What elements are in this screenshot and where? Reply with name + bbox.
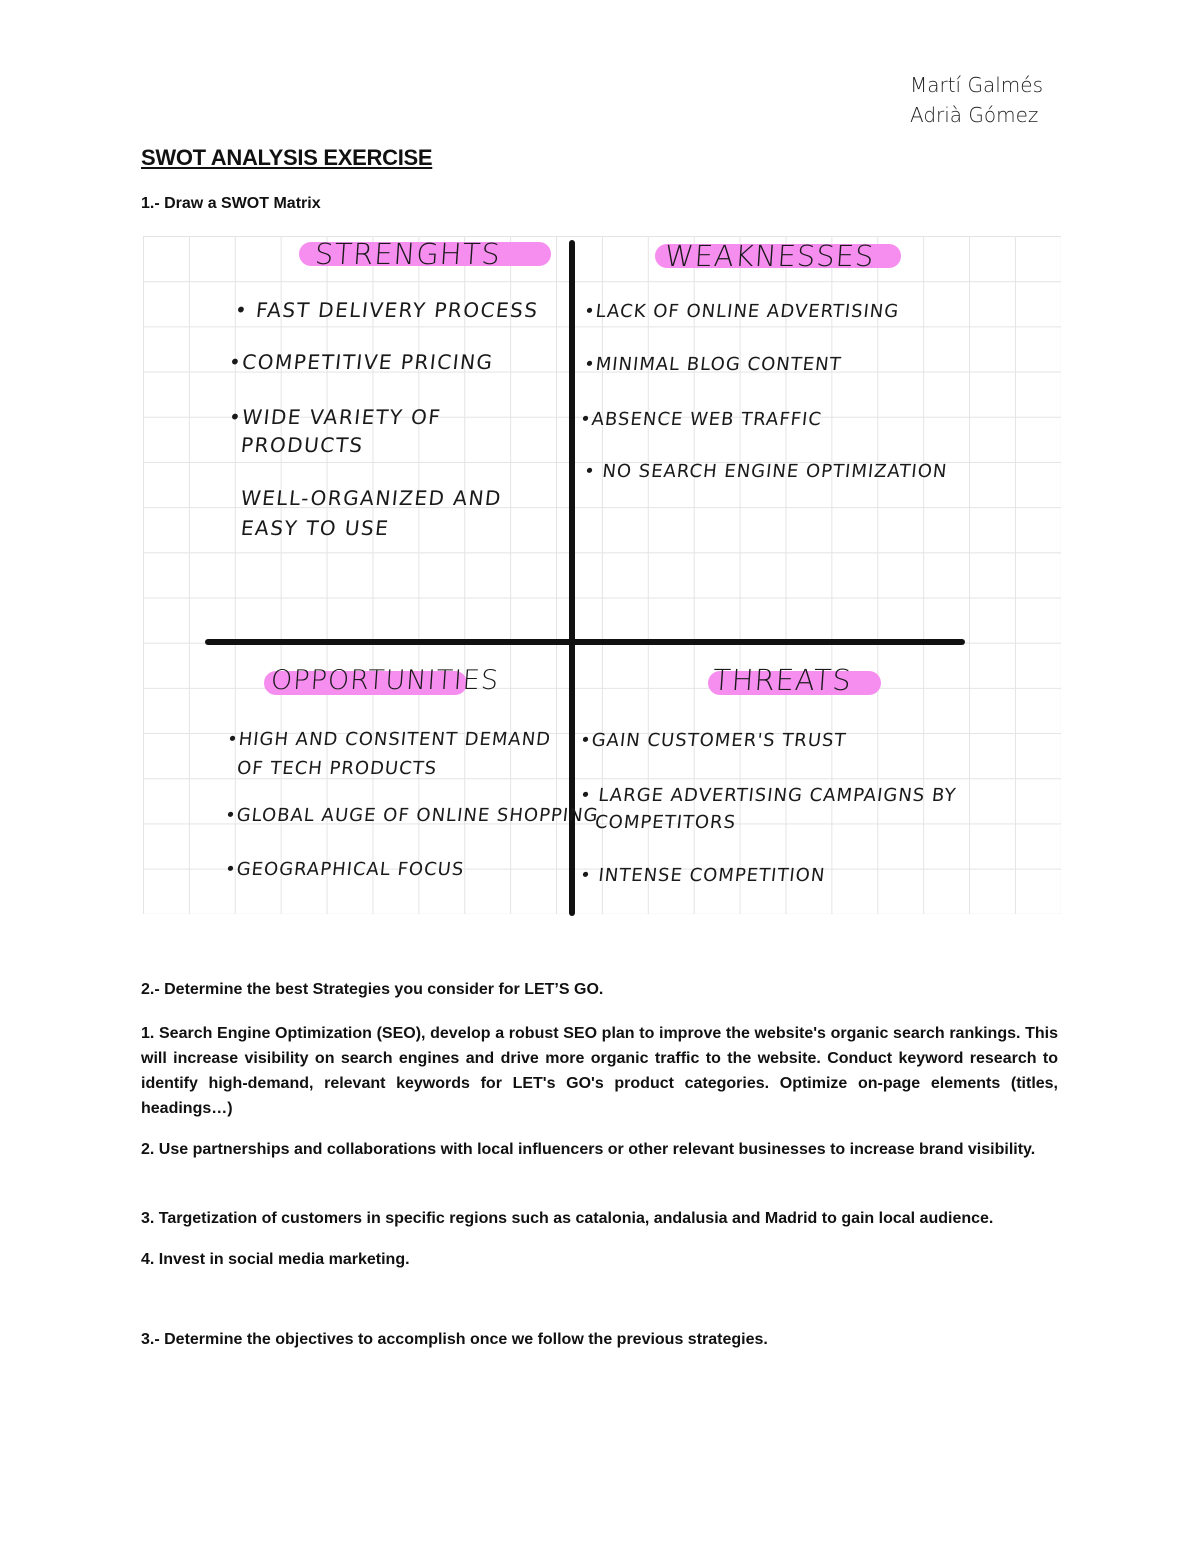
strength-item: PRODUCTS (239, 433, 365, 457)
threat-item: COMPETITORS (593, 812, 738, 833)
question-2: 2.- Determine the best Strategies you consider for LET’S GO. (141, 981, 604, 998)
question-3: 3.- Determine the objectives to accomplish once we follow the previous strategies. (141, 1331, 768, 1348)
authors-block (910, 70, 1043, 130)
strength-item: •WIDE VARIETY OF (227, 405, 443, 429)
strength-item: • FAST DELIVERY PROCESS (233, 298, 540, 322)
author-name: Adrià Gómez (909, 103, 1039, 127)
strength-item: •COMPETITIVE PRICING (227, 350, 495, 374)
opportunity-item: OF TECH PRODUCTS (235, 758, 439, 779)
question-1: 1.- Draw a SWOT Matrix (141, 195, 321, 212)
threat-item: •GAIN CUSTOMER'S TRUST (578, 730, 848, 751)
opportunity-item: •GEOGRAPHICAL FOCUS (223, 859, 466, 880)
threat-item: • INTENSE COMPETITION (578, 865, 827, 886)
opportunity-item: •GLOBAL AUGE OF ONLINE SHOPPING (223, 805, 600, 826)
weakness-item: •MINIMAL BLOG CONTENT (582, 354, 843, 375)
matrix-horizontal-axis (205, 639, 965, 645)
strategy-3: 3. Targetization of customers in specific regions such as catalonia, andalusia and Madrid to gain local audience. (141, 1210, 994, 1227)
strategy-4: 4. Invest in social media marketing. (141, 1251, 410, 1268)
strength-item: EASY TO USE (239, 516, 391, 540)
author-name: Martí Galmés (909, 73, 1043, 97)
weakness-item: •LACK OF ONLINE ADVERTISING (582, 301, 901, 322)
strength-item: WELL-ORGANIZED AND (239, 486, 504, 510)
strategy-1: 1. Search Engine Optimization (SEO), develop a robust SEO plan to improve the website's organic search rankings. This will increase visibility on search engines and drive more organic traffic to the website. Conduct keyword research to identify high-demand, relevant keywords for LET's GO's product categories. Optimize on-page elements (titles, headings…) (141, 1025, 1058, 1117)
opportunity-item: •HIGH AND CONSITENT DEMAND (225, 729, 553, 750)
document-title: SWOT ANALYSIS EXERCISE (141, 145, 433, 170)
weaknesses-heading: WEAKNESSES (663, 239, 876, 273)
weakness-item: • NO SEARCH ENGINE OPTIMIZATION (582, 461, 949, 482)
swot-matrix (143, 236, 1061, 914)
threats-heading: THREATS (711, 663, 853, 697)
opportunities-heading: OPPORTUNITIES (269, 665, 501, 696)
strategy-2: 2. Use partnerships and collaborations with local influencers or other relevant businesses to increase brand visibility. (141, 1141, 1036, 1158)
threat-item: • LARGE ADVERTISING CAMPAIGNS BY (578, 785, 958, 806)
strengths-heading: STRENGHTS (313, 237, 502, 271)
weakness-item: •ABSENCE WEB TRAFFIC (578, 409, 823, 430)
